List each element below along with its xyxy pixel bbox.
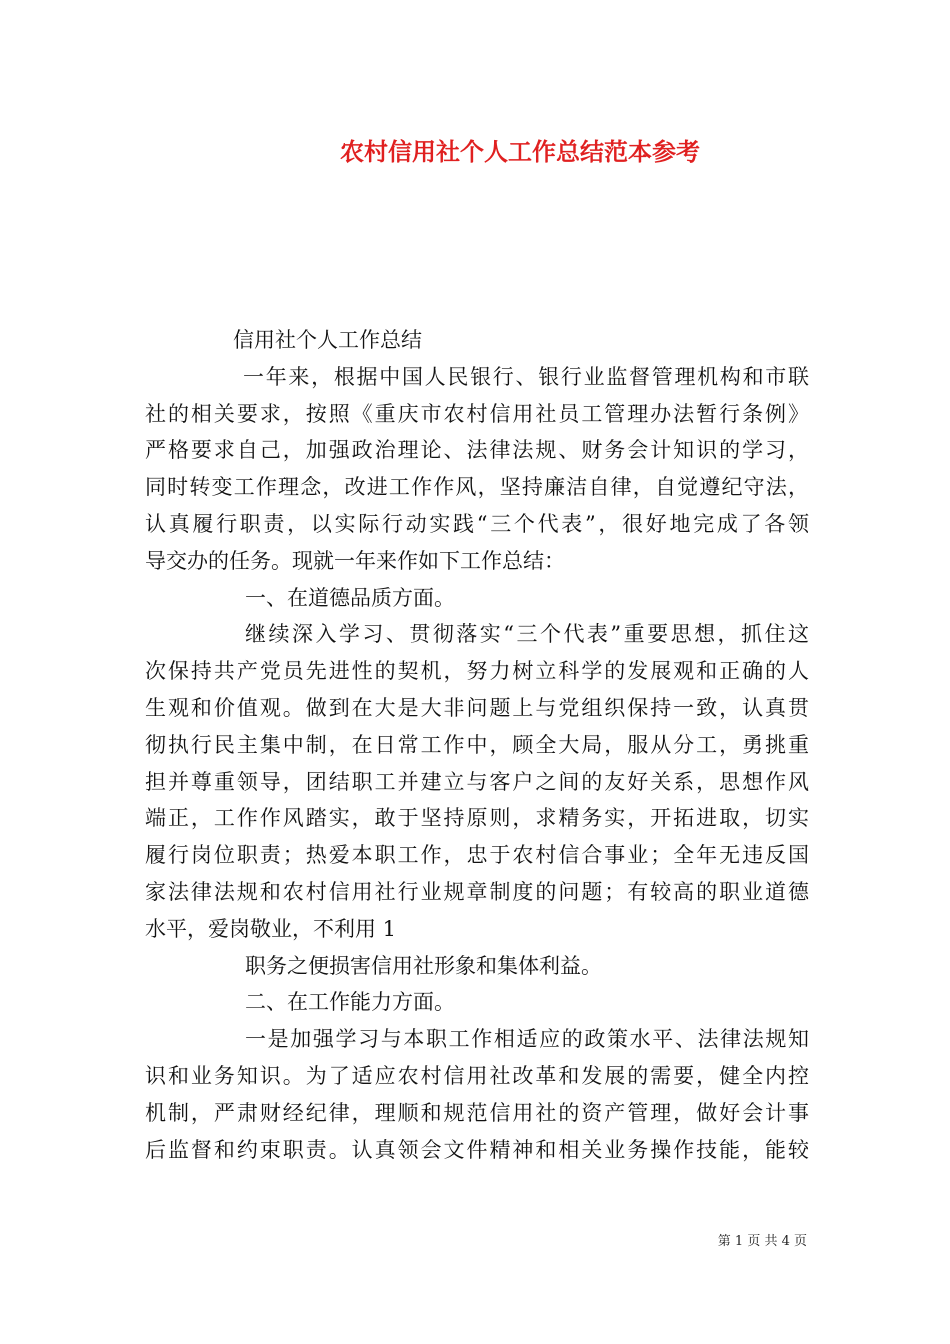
- body-line: 一年来，根据中国人民银行、银行业监督管理机构和市联: [243, 364, 809, 389]
- body-line: 职务之便损害信用社形象和集体利益。: [245, 953, 602, 978]
- body-line: 彻执行民主集中制，在日常工作中，顾全大局，服从分工，勇挑重: [145, 732, 809, 757]
- body-line: 机制，严肃财经纪律，理顺和规范信用社的资产管理，做好会计事: [145, 1100, 809, 1125]
- body-line: 社的相关要求，按照《重庆市农村信用社员工管理办法暂行条例》: [145, 401, 809, 426]
- body-line: 识和业务知识。为了适应农村信用社改革和发展的需要，健全内控: [145, 1063, 809, 1088]
- body-line: 一是加强学习与本职工作相适应的政策水平、法律法规知: [245, 1027, 809, 1052]
- document-title: 农村信用社个人工作总结范本参考: [340, 137, 700, 166]
- body-line: 继续深入学习、贯彻落实“三个代表”重要思想，抓住这: [245, 622, 809, 647]
- body-line: 后监督和约束职责。认真领会文件精神和相关业务操作技能，能较: [145, 1137, 809, 1162]
- body-line: 次保持共产党员先进性的契机，努力树立科学的发展观和正确的人: [145, 659, 809, 684]
- body-line: 履行岗位职责；热爱本职工作，忠于农村信合事业；全年无违反国: [145, 843, 809, 868]
- body-line: 端正，工作作风踏实，敢于坚持原则，求精务实，开拓进取，切实: [145, 806, 809, 831]
- body-line: 认真履行职责，以实际行动实践“三个代表”，很好地完成了各领: [145, 511, 809, 536]
- body-line: 家法律法规和农村信用社行业规章制度的问题；有较高的职业道德: [145, 879, 809, 904]
- page-number-footer: 第 1 页 共 4 页: [717, 1234, 807, 1249]
- document-body: [145, 322, 809, 1168]
- body-line: 担并尊重领导，团结职工并建立与客户之间的友好关系，思想作风: [145, 769, 809, 794]
- body-line: 导交办的任务。现就一年来作如下工作总结：: [145, 548, 565, 573]
- body-line: 同时转变工作理念，改进工作作风，坚持廉洁自律，自觉遵纪守法，: [145, 475, 809, 500]
- body-line: 水平，爱岗敬业，不利用 1: [145, 916, 397, 941]
- body-line: 一、在道德品质方面。: [245, 585, 455, 610]
- body-line: 严格要求自己，加强政治理论、法律法规、财务会计知识的学习，: [145, 438, 809, 463]
- body-line: 生观和价值观。做到在大是大非问题上与党组织保持一致，认真贯: [145, 695, 809, 720]
- body-line: 信用社个人工作总结: [233, 328, 422, 352]
- body-line: 二、在工作能力方面。: [245, 990, 455, 1015]
